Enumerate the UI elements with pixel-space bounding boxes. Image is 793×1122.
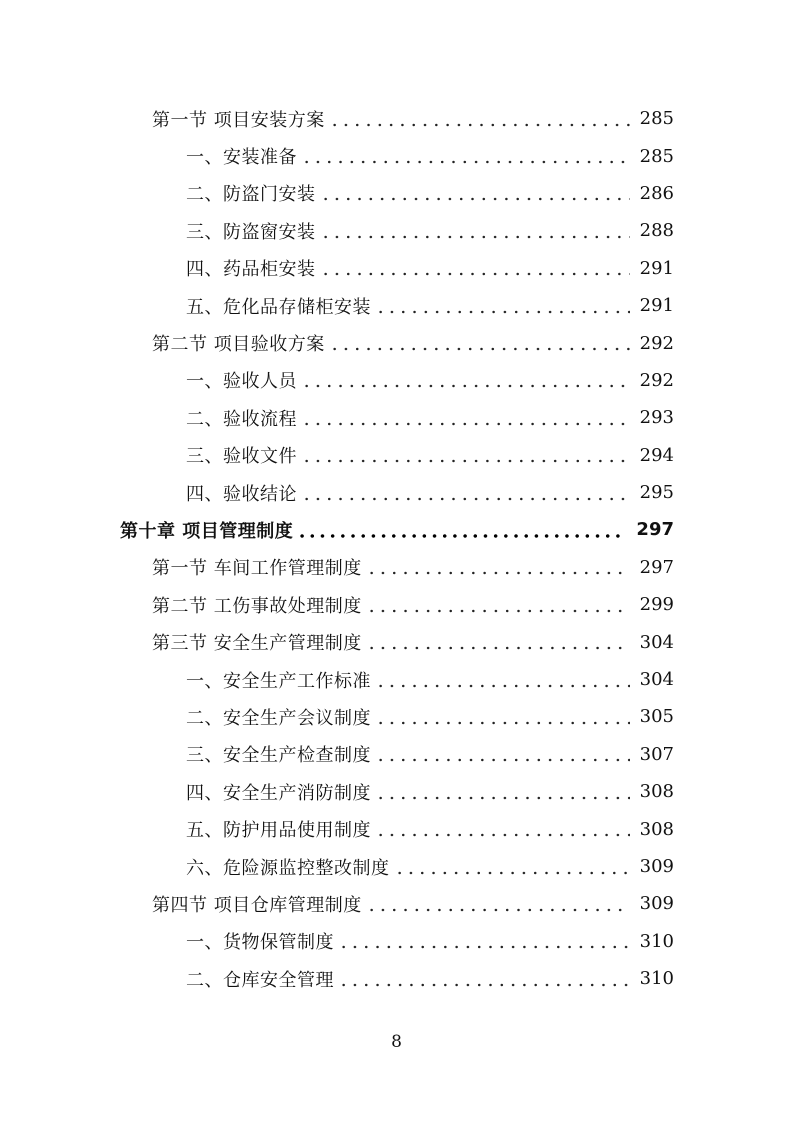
toc-dot-leader	[320, 258, 630, 278]
toc-dot-leader	[366, 894, 630, 914]
toc-dot-leader	[366, 632, 630, 652]
toc-entry-label: 一、验收人员	[186, 371, 297, 393]
toc-dot-leader	[329, 333, 630, 353]
toc-entry-label: 第二节 项目验收方案	[152, 334, 325, 356]
toc-entry-label: 一、货物保管制度	[186, 932, 334, 954]
toc-entry-label: 第一节 车间工作管理制度	[152, 558, 362, 580]
toc-dot-leader	[320, 221, 630, 241]
toc-entry-item[interactable]	[0, 810, 793, 847]
toc-dot-leader	[338, 931, 630, 951]
table-of-contents	[0, 100, 793, 997]
toc-dot-leader	[375, 670, 630, 690]
toc-entry-label: 第二节 工伤事故处理制度	[152, 595, 362, 617]
toc-dot-leader	[375, 782, 630, 802]
toc-entry-page: 310	[639, 968, 674, 990]
toc-entry-page: 294	[639, 444, 674, 466]
toc-dot-leader	[366, 595, 630, 615]
toc-entry-page: 309	[639, 856, 674, 877]
toc-entry-item[interactable]	[0, 212, 793, 249]
toc-entry-label: 四、安全生产消防制度	[186, 782, 371, 804]
toc-entry-label: 第三节 安全生产管理制度	[152, 633, 362, 655]
toc-entry-item[interactable]	[0, 399, 793, 436]
toc-dot-leader	[301, 445, 630, 465]
toc-entry-section[interactable]	[0, 324, 793, 361]
toc-entry-label: 五、防护用品使用制度	[186, 820, 371, 842]
toc-entry-page: 308	[639, 818, 674, 840]
toc-entry-item[interactable]	[0, 923, 793, 960]
toc-dot-leader	[366, 557, 630, 577]
toc-dot-leader	[320, 183, 630, 203]
toc-dot-leader	[375, 296, 630, 316]
toc-entry-label: 第一节 项目安装方案	[152, 109, 325, 131]
toc-entry-item[interactable]	[0, 137, 793, 174]
toc-entry-item[interactable]	[0, 661, 793, 698]
toc-entry-page: 291	[639, 295, 674, 317]
toc-dot-leader	[394, 857, 630, 877]
toc-entry-item[interactable]	[0, 175, 793, 212]
toc-dot-leader	[338, 969, 630, 989]
toc-entry-section[interactable]	[0, 549, 793, 586]
toc-entry-page: 297	[636, 519, 674, 541]
toc-entry-page: 304	[639, 631, 674, 653]
toc-entry-page: 291	[639, 257, 674, 279]
toc-entry-item[interactable]	[0, 736, 793, 773]
toc-entry-item[interactable]	[0, 848, 793, 885]
toc-entry-item[interactable]	[0, 250, 793, 287]
toc-entry-label: 第四节 项目仓库管理制度	[152, 894, 362, 916]
toc-entry-label: 三、安全生产检查制度	[186, 745, 371, 767]
toc-entry-label: 二、验收流程	[186, 408, 297, 430]
toc-entry-page: 308	[639, 781, 674, 803]
toc-entry-label: 一、安全生产工作标准	[186, 670, 371, 692]
page-number: 8	[391, 1032, 402, 1052]
toc-entry-label: 第十章 项目管理制度	[120, 520, 294, 542]
toc-entry-item[interactable]	[0, 773, 793, 810]
toc-entry-chapter[interactable]	[0, 511, 793, 548]
toc-dot-leader	[375, 744, 630, 764]
toc-dot-leader	[301, 370, 630, 390]
toc-dot-leader	[329, 109, 630, 129]
toc-entry-page: 293	[639, 407, 674, 429]
toc-dot-leader	[375, 707, 630, 727]
toc-entry-page: 310	[639, 930, 674, 952]
toc-entry-page: 295	[639, 482, 674, 504]
toc-entry-label: 二、安全生产会议制度	[186, 707, 371, 729]
toc-entry-page: 292	[639, 332, 674, 354]
toc-entry-page: 299	[639, 594, 674, 616]
toc-entry-label: 四、验收结论	[186, 483, 297, 505]
toc-entry-page: 285	[639, 145, 674, 167]
toc-entry-label: 四、药品柜安装	[186, 259, 316, 281]
toc-entry-page: 305	[639, 706, 674, 728]
toc-entry-item[interactable]	[0, 474, 793, 511]
toc-dot-leader	[301, 483, 630, 503]
toc-entry-item[interactable]	[0, 437, 793, 474]
toc-entry-page: 285	[639, 108, 674, 130]
toc-entry-item[interactable]	[0, 287, 793, 324]
toc-entry-label: 二、仓库安全管理	[186, 969, 334, 991]
toc-entry-page: 288	[639, 220, 674, 242]
toc-entry-section[interactable]	[0, 885, 793, 922]
toc-entry-label: 三、验收文件	[186, 446, 297, 468]
toc-entry-page: 309	[639, 893, 674, 915]
toc-entry-item[interactable]	[0, 960, 793, 997]
toc-entry-section[interactable]	[0, 586, 793, 623]
toc-entry-item[interactable]	[0, 362, 793, 399]
toc-entry-label: 六、危险源监控整改制度	[186, 857, 390, 879]
toc-entry-label: 一、安装准备	[186, 147, 297, 169]
toc-entry-page: 286	[639, 182, 674, 204]
toc-entry-label: 三、防盗窗安装	[186, 221, 316, 243]
toc-entry-section[interactable]	[0, 100, 793, 137]
toc-entry-section[interactable]	[0, 623, 793, 660]
toc-entry-page: 304	[639, 669, 674, 691]
toc-dot-leader	[301, 408, 630, 428]
toc-dot-leader	[375, 819, 630, 839]
toc-entry-item[interactable]	[0, 698, 793, 735]
toc-dot-leader	[301, 146, 630, 166]
toc-entry-page: 307	[639, 743, 674, 765]
toc-dot-leader	[297, 520, 626, 540]
toc-entry-label: 二、防盗门安装	[186, 184, 316, 206]
toc-entry-page: 297	[639, 556, 674, 578]
toc-entry-page: 292	[639, 369, 674, 391]
toc-entry-label: 五、危化品存储柜安装	[186, 296, 371, 318]
